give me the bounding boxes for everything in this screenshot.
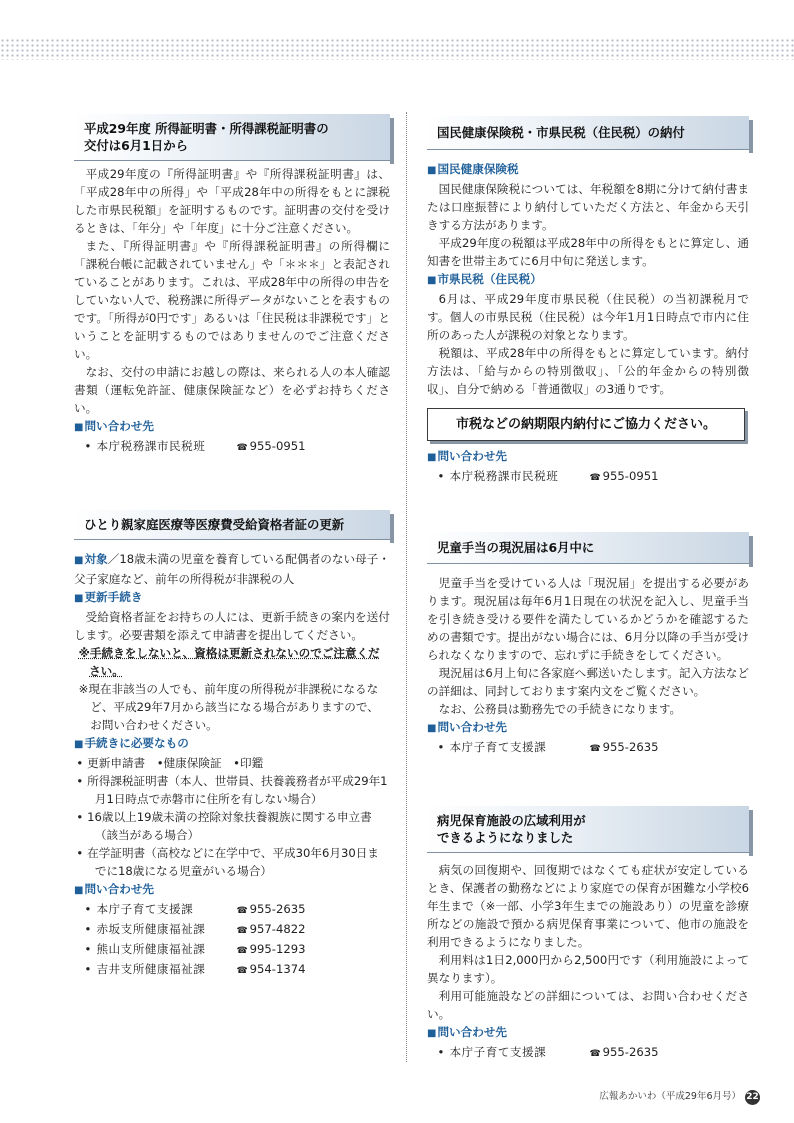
target-text: ／18歳未満の児童を養育している配偶者のない母子・父子家庭など、前年の所得税が非課税の人 — [74, 552, 390, 586]
contact-name: 本庁税務課市民税班 — [96, 439, 206, 453]
income-certificate-section — [74, 114, 390, 457]
section-body — [427, 861, 749, 1063]
paragraph: なお、交付の申請にお越しの際は、来られる人の本人確認書類（運転免許証、健康保険証など）を必ずお持ちください。 — [74, 365, 390, 415]
section-body — [427, 574, 749, 758]
contact-name: 本庁子育て支援課 — [449, 740, 547, 754]
tel-number[interactable]: 995-1293 — [249, 942, 306, 956]
title-line: できるようになりました — [437, 830, 574, 845]
section-body — [74, 550, 390, 980]
needs-item: • 16歳以上19歳未満の控除対象扶養親族に関する申立書（該当がある場合） — [86, 808, 390, 844]
bullet: • — [84, 439, 92, 453]
needs-item: • 更新申請書 •健康保険証 •印鑑 — [86, 754, 390, 772]
phone-icon: ☎ — [236, 443, 248, 453]
needs-item: • 在学証明書（高校などに在学中で、平成30年6月30日までに18歳になる児童がいる場合） — [86, 844, 390, 880]
phone-icon: ☎ — [589, 744, 601, 754]
paragraph: 病気の回復期や、回復期ではなくても症状が安定しているとき、保護者の勤務などにより家庭での保育が困難な小学校6年生まで（※一部、小学3年生までの施設あり）の児童を診療所などの施設で預かる病児保育事業について、他市の施設を利用できるようになりました。 — [427, 863, 749, 949]
contact-name: 赤坂支所健康福祉課 — [96, 922, 206, 936]
target-line — [74, 550, 390, 588]
bullet: • — [84, 922, 92, 936]
tax-payment-section — [427, 116, 749, 487]
contact-heading: ■ 問い合わせ先 — [427, 447, 749, 467]
section-title — [427, 806, 749, 853]
bullet: • — [437, 740, 445, 754]
needs-heading: ■ 手続きに必要なもの — [74, 734, 390, 754]
section-body — [427, 160, 749, 487]
tel-number[interactable]: 955-0951 — [602, 469, 659, 483]
phone-icon: ☎ — [236, 946, 248, 956]
contact-heading: ■ 問い合わせ先 — [74, 880, 390, 900]
renewal-text: 受給資格者証をお持ちの人には、更新手続きの案内を送付します。必要書類を添えて申請書を提出してください。 — [74, 610, 390, 642]
contact-row — [437, 738, 749, 758]
phone-icon: ☎ — [236, 966, 248, 976]
contact-tel — [236, 920, 305, 940]
page-number: 22 — [745, 1090, 760, 1105]
contact-row — [84, 920, 390, 940]
paragraph: なお、公務員は勤務先での手続きになります。 — [438, 702, 682, 716]
contact-row — [437, 467, 749, 487]
phone-icon: ☎ — [589, 1049, 601, 1059]
paragraph: 利用料は1日2,000円から2,500円です（利用施設によって異なります）。 — [427, 953, 749, 985]
paragraph: 国民健康保険税については、年税額を8期に分けて納付書または口座振替により納付していただく方法と、年金から天引きする方法があります。 — [427, 182, 749, 232]
section-title — [74, 114, 390, 161]
page-footer — [599, 1088, 760, 1106]
contact-tel — [589, 467, 658, 487]
target-label: ■ 対象 — [74, 552, 108, 566]
bullet: • — [437, 469, 445, 483]
tel-number[interactable]: 955-0951 — [249, 439, 306, 453]
header-dot-band — [0, 38, 794, 60]
contact-tel — [236, 437, 305, 457]
paragraph: また、『所得証明書』や『所得課税証明書』の所得欄に「課税台帳に記載されていません」や「＊＊＊」と表記されていることがあります。これは、平成28年中の所得の申告をしていない人で、税務課に所得データがないことを表すものです。「所得が0円です」あるいは「住民税は非課税です」ということを証明するものではありませんのでご注意ください。 — [74, 239, 390, 361]
phone-icon: ☎ — [236, 926, 248, 936]
paragraph: 平成29年度の税額は平成28年中の所得をもとに算定し、通知書を世帯主あてに6月中旬に発送します。 — [427, 236, 749, 268]
tel-number[interactable]: 955-2635 — [602, 1045, 659, 1059]
tel-number[interactable]: 955-2635 — [602, 740, 659, 754]
contact-heading: ■ 問い合わせ先 — [74, 417, 390, 437]
title-line: 交付は6月1日から — [84, 138, 188, 153]
tel-number[interactable]: 955-2635 — [249, 902, 306, 916]
sick-child-care-section — [427, 806, 749, 1063]
paragraph: 税額は、平成28年中の所得をもとに算定しています。納付方法は、「給与からの特別徴収」、「公的年金からの特別徴収」、自分で納める「普通徴収」の3通りです。 — [427, 346, 749, 396]
tel-number[interactable]: 954-1374 — [249, 962, 306, 976]
kokuho-heading: ■ 国民健康保険税 — [427, 160, 749, 180]
paragraph: 平成29年度の『所得証明書』や『所得課税証明書』は、「平成28年中の所得」や「平成28年中の所得をもとに課税した市県民税額」を証明するものです。証明書の交付を受けるときは、「年分」や「年度」に十分ご注意ください。 — [74, 167, 390, 235]
contact-row — [437, 1043, 749, 1063]
bullet: • — [437, 1045, 445, 1059]
title-line: 病児保育施設の広域利用が — [437, 813, 586, 828]
publication-name: 広報あかいわ（平成29年6月号） — [599, 1091, 741, 1102]
shiken-heading: ■ 市県民税（住民税） — [427, 270, 749, 290]
renewal-heading: ■ 更新手続き — [74, 588, 390, 608]
bullet: • — [84, 942, 92, 956]
contact-heading: ■ 問い合わせ先 — [427, 718, 749, 738]
phone-icon: ☎ — [236, 906, 248, 916]
needs-item: • 所得課税証明書（本人、世帯員、扶養義務者が平成29年1月1日時点で赤磐市に住所を有しない場合） — [86, 772, 390, 808]
tel-number[interactable]: 957-4822 — [249, 922, 306, 936]
paragraph: 児童手当を受けている人は「現況届」を提出する必要があります。現況届は毎年6月1日現在の状況を記入し、児童手当を引き続き受ける要件を満たしているかどうかを確認するための書類です。提出がない場合には、6月分以降の手当が受けられなくなりますので、忘れずに手続きをしてください。 — [427, 576, 749, 662]
bullet: • — [84, 962, 92, 976]
notice-box: 市税などの納期限内納付にご協力ください。 — [427, 408, 745, 441]
contact-row — [84, 437, 390, 457]
paragraph: 現況届は6月上旬に各家庭へ郵送いたします。記入方法などの詳細は、同封しております案内文をご覧ください。 — [427, 666, 749, 698]
contact-heading: ■ 問い合わせ先 — [427, 1023, 749, 1043]
eligibility-note: ※現在非該当の人でも、前年度の所得税が非課税になるなど、平成29年7月から該当になる場合がありますので、お問い合わせください。 — [78, 682, 379, 732]
section-title: 国民健康保険税・市県民税（住民税）の納付 — [427, 116, 749, 150]
paragraph: 利用可能施設などの詳細については、お問い合わせください。 — [427, 989, 749, 1021]
contact-name: 吉井支所健康福祉課 — [96, 962, 206, 976]
section-body — [74, 165, 390, 457]
contact-row — [84, 960, 390, 980]
contact-tel — [236, 940, 305, 960]
paragraph: 6月は、平成29年度市県民税（住民税）の当初課税月です。個人の市県民税（住民税）は今年1月1日時点で市内に住所のあった人が課税の対象となります。 — [427, 292, 749, 342]
contact-name: 本庁子育て支援課 — [96, 902, 194, 916]
contact-tel — [236, 900, 305, 920]
contact-row — [84, 940, 390, 960]
contact-name: 熊山支所健康福祉課 — [96, 942, 206, 956]
contact-row — [84, 900, 390, 920]
contact-name: 本庁子育て支援課 — [449, 1045, 547, 1059]
contact-tel — [589, 738, 658, 758]
contact-tel — [589, 1043, 658, 1063]
child-allowance-section — [427, 532, 749, 758]
column-divider — [406, 112, 407, 1062]
contact-tel — [236, 960, 305, 980]
section-title: ひとり親家庭医療等医療費受給資格者証の更新 — [74, 510, 390, 540]
single-parent-medical-section — [74, 510, 390, 980]
title-line: 平成29年度 所得証明書・所得課税証明書の — [84, 121, 329, 136]
section-title: 児童手当の現況届は6月中に — [427, 532, 749, 564]
contact-name: 本庁税務課市民税班 — [449, 469, 559, 483]
warning-note: ※手続きをしないと、資格は更新されないのでご注意ください。 — [78, 646, 380, 678]
bullet: • — [84, 902, 92, 916]
phone-icon: ☎ — [589, 473, 601, 483]
